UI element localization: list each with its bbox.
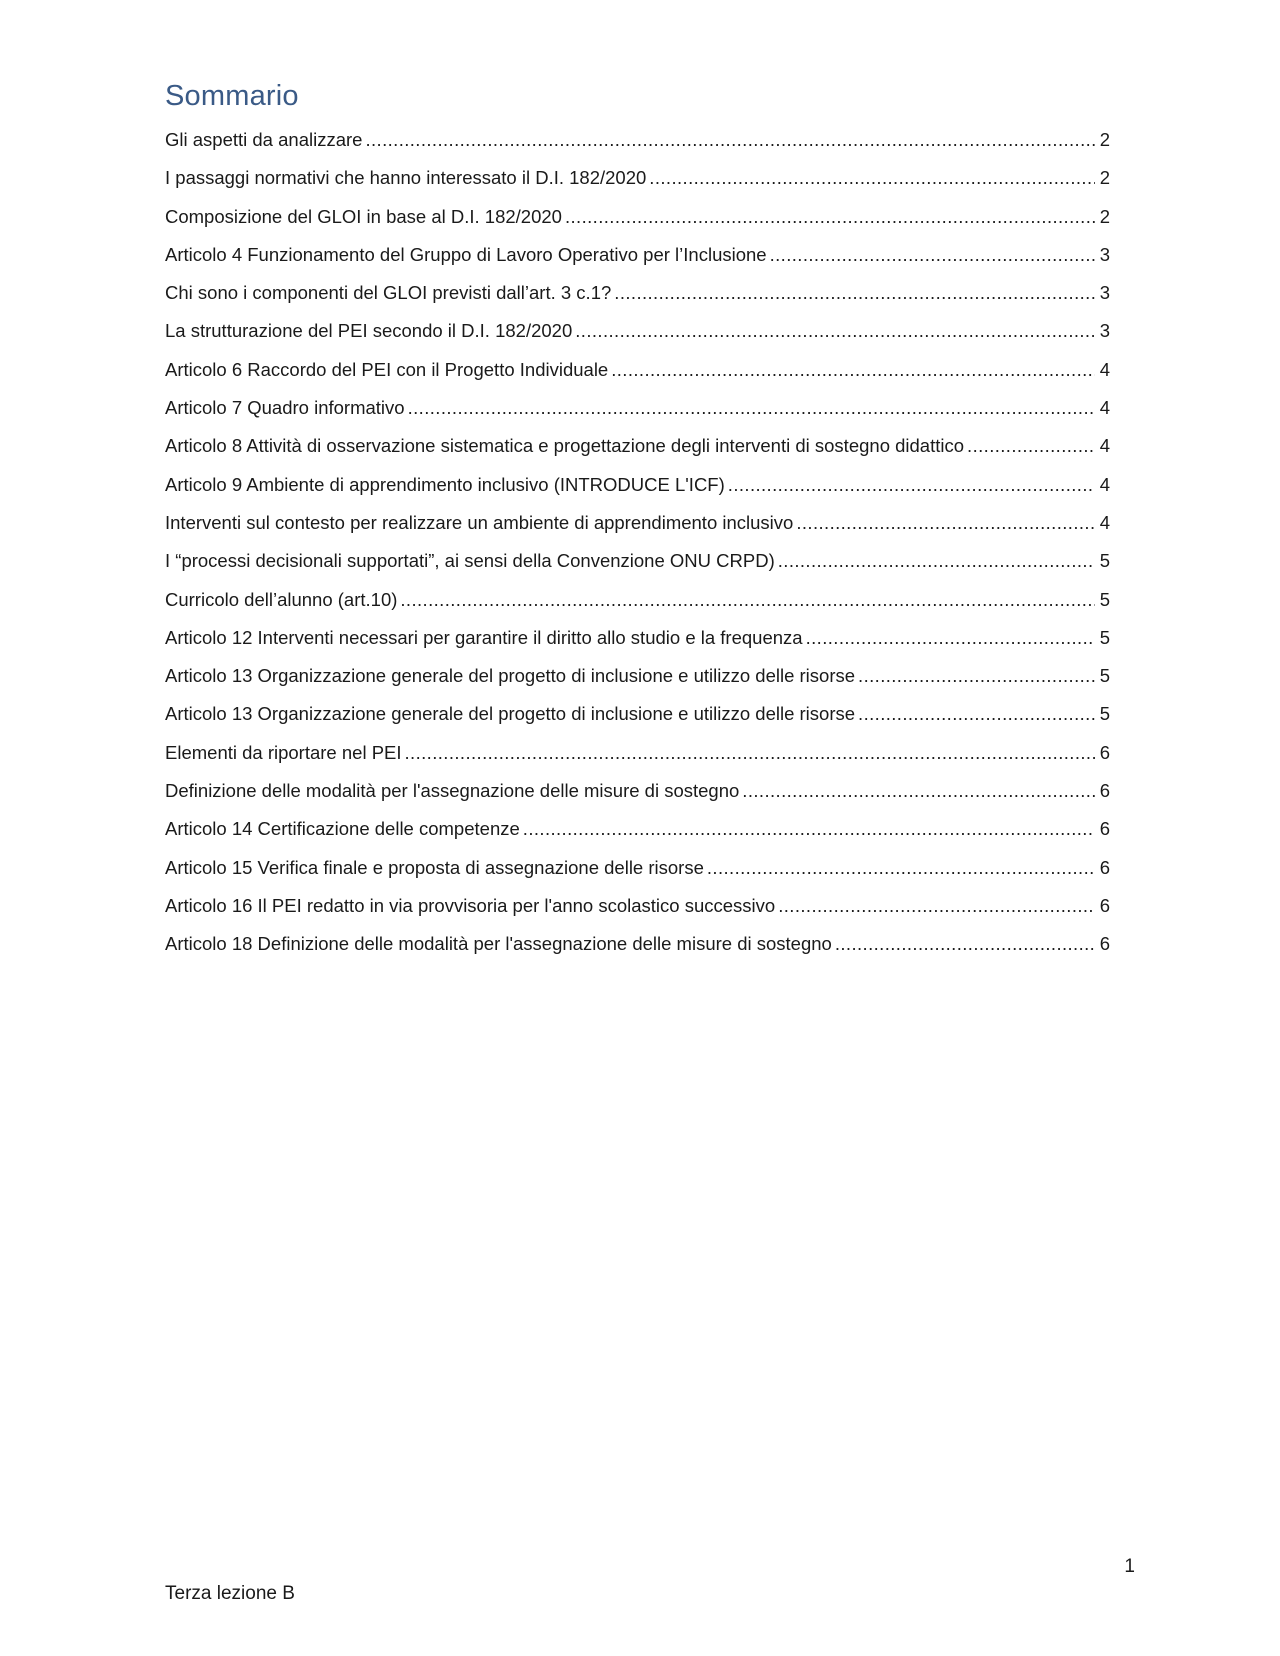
toc-dot-leader — [796, 504, 1095, 542]
toc-entry-title: Chi sono i componenti del GLOI previsti dall’art. 3 c.1? — [165, 282, 612, 304]
toc-entry-page-number: 5 — [1099, 703, 1110, 725]
toc-entry[interactable] — [165, 695, 1110, 733]
footer-document-label: Terza lezione B — [165, 1583, 295, 1604]
toc-entry[interactable] — [165, 504, 1110, 542]
toc-entry-page-number: 6 — [1099, 741, 1110, 763]
toc-entry-title: La strutturazione del PEI secondo il D.I. 182/2020 — [165, 320, 573, 342]
toc-dot-leader — [408, 389, 1095, 427]
toc-entry-title: Interventi sul contesto per realizzare un ambiente di apprendimento inclusivo — [165, 511, 794, 533]
toc-entry-title: I passaggi normativi che hanno interessato il D.I. 182/2020 — [165, 167, 647, 189]
toc-dot-leader — [835, 925, 1095, 963]
toc-entry[interactable] — [165, 351, 1110, 389]
toc-entry-page-number: 2 — [1099, 167, 1110, 189]
toc-entry[interactable] — [165, 887, 1110, 925]
toc-entry-title: I “processi decisionali supportati”, ai sensi della Convenzione ONU CRPD) — [165, 550, 775, 572]
toc-entry-page-number: 5 — [1099, 550, 1110, 572]
toc-entry-page-number: 6 — [1099, 856, 1110, 878]
toc-entry-title: Articolo 6 Raccordo del PEI con il Progetto Individuale — [165, 358, 609, 380]
toc-entry-title: Articolo 8 Attività di osservazione sistematica e progettazione degli interventi di sostegno didattico — [165, 435, 965, 457]
toc-dot-leader — [575, 312, 1095, 350]
toc-entry-title: Articolo 15 Verifica finale e proposta di assegnazione delle risorse — [165, 856, 704, 878]
toc-entry-title: Elementi da riportare nel PEI — [165, 741, 402, 763]
toc-dot-leader — [778, 542, 1095, 580]
toc-entry-page-number: 6 — [1099, 933, 1110, 955]
toc-entry-title: Articolo 18 Definizione delle modalità per l'assegnazione delle misure di sostegno — [165, 933, 832, 955]
toc-entry-title: Articolo 16 Il PEI redatto in via provvisoria per l'anno scolastico successivo — [165, 894, 776, 916]
toc-dot-leader — [400, 581, 1095, 619]
toc-entry[interactable] — [165, 810, 1110, 848]
toc-dot-leader — [806, 619, 1095, 657]
toc-entry-title: Gli aspetti da analizzare — [165, 129, 363, 150]
toc-entry-page-number: 4 — [1099, 511, 1110, 533]
toc-entry-title: Articolo 14 Certificazione delle competenze — [165, 818, 520, 840]
toc-entry-page-number: 4 — [1099, 397, 1110, 419]
toc-entry[interactable] — [165, 925, 1110, 963]
toc-dot-leader — [770, 236, 1095, 274]
toc-entry-title: Definizione delle modalità per l'assegnazione delle misure di sostegno — [165, 780, 740, 802]
toc-entry-title: Articolo 13 Organizzazione generale del progetto di inclusione e utilizzo delle risorse — [165, 703, 856, 725]
toc-entry-page-number: 3 — [1099, 320, 1110, 342]
toc-entry[interactable] — [165, 159, 1110, 197]
toc-entry-title: Articolo 13 Organizzazione generale del progetto di inclusione e utilizzo delle risorse — [165, 665, 856, 687]
page-number: 1 — [1124, 1556, 1135, 1577]
toc-entry-title: Articolo 4 Funzionamento del Gruppo di Lavoro Operativo per l’Inclusione — [165, 243, 767, 265]
toc-dot-leader — [967, 427, 1095, 465]
toc-dot-leader — [611, 351, 1095, 389]
toc-entry-title: Articolo 7 Quadro informativo — [165, 397, 405, 419]
toc-dot-leader — [742, 772, 1095, 810]
toc-title: Sommario — [165, 80, 299, 112]
toc-dot-leader — [707, 849, 1095, 887]
toc-entry-page-number: 4 — [1099, 435, 1110, 457]
toc-entry[interactable] — [165, 657, 1110, 695]
toc-entry-page-number: 3 — [1099, 243, 1110, 265]
toc-entry[interactable] — [165, 312, 1110, 350]
toc-entry-title: Composizione del GLOI in base al D.I. 182/2020 — [165, 205, 562, 227]
toc-entry[interactable] — [165, 619, 1110, 657]
toc-dot-leader — [523, 810, 1095, 848]
toc-entry[interactable] — [165, 427, 1110, 465]
toc-dot-leader — [565, 198, 1095, 236]
toc-entry[interactable] — [165, 772, 1110, 810]
toc-entry[interactable] — [165, 389, 1110, 427]
toc-entry[interactable] — [165, 274, 1110, 312]
toc-entry[interactable] — [165, 581, 1110, 619]
toc-entry-page-number: 6 — [1099, 818, 1110, 840]
toc-entry-page-number: 6 — [1099, 894, 1110, 916]
toc-entry[interactable] — [165, 542, 1110, 580]
toc-entry[interactable] — [165, 466, 1110, 504]
toc-entry-title: Articolo 9 Ambiente di apprendimento inclusivo (INTRODUCE L'ICF) — [165, 473, 725, 495]
toc-entry-page-number: 4 — [1099, 473, 1110, 495]
toc-dot-leader — [649, 159, 1095, 197]
toc-dot-leader — [405, 734, 1095, 772]
toc-entry-page-number: 6 — [1099, 780, 1110, 802]
toc-entry[interactable] — [165, 198, 1110, 236]
toc-entry[interactable] — [165, 849, 1110, 887]
toc-entry-page-number: 5 — [1099, 588, 1110, 610]
toc-entry-title: Curricolo dell’alunno (art.10) — [165, 588, 398, 610]
toc-entry-page-number: 2 — [1099, 205, 1110, 227]
toc-entry-page-number: 2 — [1099, 129, 1110, 150]
toc-dot-leader — [365, 121, 1095, 159]
toc-dot-leader — [858, 695, 1095, 733]
toc-entry-page-number: 4 — [1099, 358, 1110, 380]
toc-dot-leader — [614, 274, 1095, 312]
toc-entry[interactable] — [165, 236, 1110, 274]
toc-entry[interactable] — [165, 121, 1110, 159]
toc-entry-page-number: 5 — [1099, 626, 1110, 648]
toc-entry-page-number: 3 — [1099, 282, 1110, 304]
toc-entry[interactable] — [165, 734, 1110, 772]
toc-dot-leader — [778, 887, 1095, 925]
table-of-contents — [165, 121, 1110, 964]
toc-dot-leader — [858, 657, 1095, 695]
toc-entry-title: Articolo 12 Interventi necessari per garantire il diritto allo studio e la frequenza — [165, 626, 803, 648]
toc-entry-page-number: 5 — [1099, 665, 1110, 687]
toc-dot-leader — [728, 466, 1095, 504]
